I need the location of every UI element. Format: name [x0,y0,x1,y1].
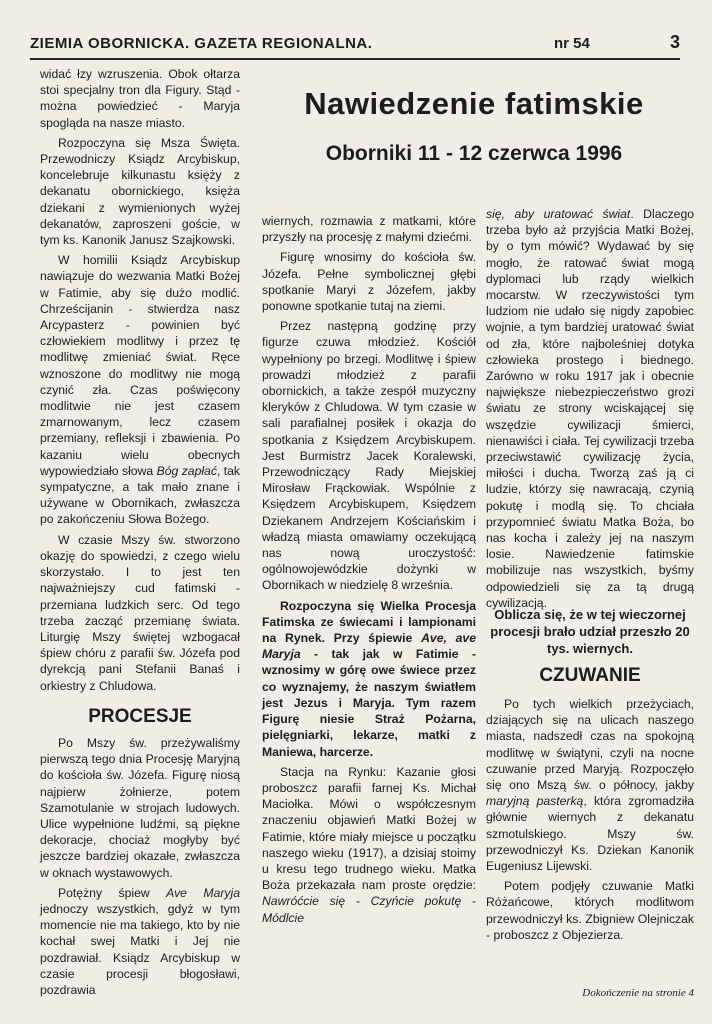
paragraph: Figurę wnosimy do kościoła św. Józefa. Pełne symbolicznej głębi spotkanie Maryi z Józefem, jakby ponowne spotkanie tutaj na ziemi. [262,250,476,314]
paragraph: Po Mszy św. przeżywaliśmy pierwszą tego dnia Procesję Maryjną do kościoła św. Józefa. Figurę niosą najpierw żołnierze, potem Szamotulanie w strojach ludowych. Ulice wypełnione ludźmi, są piękne dekoracje, chociaż mogłyby być jeszcze bardziej okazałe, zwłaszcza w oknach wystawowych. [40,736,240,880]
column-1-procesje [40,735,240,998]
paragraph-bold: Rozpoczyna się Wielka Procesja Fatimska ze świecami i lampionami na Rynek. Przy śpiewie Ave, ave Maryja - tak jak w Fatimie - wznosimy w górę owe świece przez co wyznajemy, że naszym światłem jest Jezus i Maryja. Tym razem Figurę niesie Straż Pożarna, pielęgniarki, lekarze, matki z Maniewa, harcerze. [262,598,476,759]
paragraph: Przez następną godzinę przy figurze czuwa młodzież. Kościół wypełniony po brzegi. Modlitwę i śpiew prowadzi młodzież z parafii obornickich, a także zespół muzyczny kleryków z Chludowa. W tym czasie w sali parafialnej posiłek i okazja do spotkania z Księdzem Arcybiskupem. Jest Burmistrz Jacek Koralewski, Przewodniczący Rady Miejskiej Mirosław Frąckowiak. Wspólnie z Księdzem Arcybiskupem, Księdzem Dziekanem Andrzejem Kościańskim i władzą miasta omawiamy oczekującą nas nową uroczystość: ogólnowojewódzkie dożynki w Obornikach w niedzielę 8 września. [262,319,476,593]
column-3-czuwanie [486,696,694,943]
callout-text: Oblicza się, że w tej wieczornej procesji brało udział przeszło 20 tys. wiernych. [490,607,690,656]
paragraph: wiernych, rozmawia z matkami, które przyszły na procesję z małymi dziećmi. [262,214,476,245]
paragraph: Rozpoczyna się Msza Święta. Przewodniczy Ksiądz Arcybiskup, koncelebruje kilkunastu księży z dekanatu obornickiego, księża dziekani z wymienionych wyżej dekanatów, zaproszeni goście, w tym ks. Kanonik Janusz Szajkowski. [40,135,240,248]
article-title: Nawiedzenie fatimskie [304,86,644,121]
issue-number: nr 54 [554,35,590,52]
newspaper-title: ZIEMIA OBORNICKA. GAZETA REGIONALNA. [30,35,373,52]
paragraph: Potem podjęły czuwanie Matki Różańcowe, których modlitwom przewodniczył ks. Zbigniew Olejniczak - proboszcz z Objezierza. [486,879,694,942]
column-3 [486,206,694,611]
paragraph: Potężny śpiew Ave Maryja jednoczy wszystkich, gdyż w tym momencie nie ma takiego, kto by nie kochał swej Matki i Jej nie pozdrawiał. Ksiądz Arcybiskup w czasie procesji błogosławi, pozdrawia [40,885,240,998]
page-header [30,32,680,60]
column-2 [262,213,476,926]
article-subtitle: Oborniki 11 - 12 czerwca 1996 [325,142,623,165]
paragraph: W czasie Mszy św. stworzono okazję do spowiedzi, z czego wielu skorzystało. I to jest ten najważniejszy cud fatimski - przemiana ludzkich serc. Od tego trzeba zacząć przemianę świata. Liturgię Mszy świętej wzbogacał śpiew chóru z parafii św. Józefa pod dyrekcją pani Stefanii Banaś i orkiestry z Chludowa. [40,532,240,693]
paragraph: Stacja na Rynku: Kazanie głosi proboszcz parafii farnej Ks. Michał Maciołka. Mówi o współczesnym znaczeniu objawień Matki Bożej w Fatimie, które miały miejsce u początku naszego wieku (1917), a dzisiaj stoimy u kresu tego trudnego wieku. Matka Boża przekazała nam proste orędzie: Nawróćcie się - Czyńcie pokutę - Módlcie [262,764,476,925]
paragraph: się, aby uratować świat. Dlaczego trzeba było aż przyjścia Matki Bożej, by o tym mówić? Wydawać by się mogło, że ratować świat mogą dyplomaci lub rządy wielkich mocarstw. W rzeczywistości tym ludziom nie udało się nigdy zapobiec wojnie, a tym bardziej uratować świat od zła, które najboleśniej dotyka człowieka prostego i biednego. Zarówno w roku 1917 jak i obecnie największe niebezpieczeństwo grozi światu ze strony wciskającej się wszędzie cywilizacji śmierci, nienawiści i ciała. Tej cywilizacji trzeba przeciwstawić cywilizację życia, miłości i ducha. Tworzą zaś ją ci ludzie, którzy się nawracają, czynią pokutę i modlą się. To chciała przypomnieć światu Matka Boża, bo nas kocha i zależy jej na naszym losie. Nawiedzenie fatimskie mobilizuje nas wszystkich, byśmy odpowiedzieli się za tą drugą cywilizacją. [486,207,694,610]
paragraph: widać łzy wzruszenia. Obok ołtarza stoi specjalny tron dla Figury. Stąd - można powiedzieć - Maryja spogląda na nasze miasto. [40,67,240,130]
page-number: 3 [669,32,680,52]
column-1 [40,66,240,694]
paragraph: Po tych wielkich przeżyciach, dziających się na ulicach naszego miasta, nadszedł czas na spokojną modlitwę w świątyni, czyli na nocne czuwanie przed Maryją. Rozpoczęło się ono Mszą św. o północy, jakby maryjną pasterką, która zgromadziła głównie wiernych z dekanatu szmotulskiego. Mszy św. przewodniczył Ks. Dziekan Kanonik Eugeniusz Lijewski. [486,697,694,874]
paragraph: W homilii Ksiądz Arcybiskup nawiązuje do wezwania Matki Bożej w Fatimie, aby się dużo modlić. Chrześcijanin - stwierdza nasz Arcypasterz - powinien być człowiekiem modlitwy i przez tę modlitwę zmieniać świat. Ręce wznoszone do modlitwy nie mogą czynić zła. Czas poświęcony modlitwie nie jest czasem zmarnowanym, lecz czasem przemiany, refleksji i zbawienia. Po kazaniu wielu obecnych wypowiedziało słowa Bóg zapłać, tak sympatyczne, a tak mało znane i używane w Obornikach, zwłaszcza po zakończeniu Słowa Bożego. [40,253,241,527]
section-heading-procesje: PROCESJE [88,706,192,727]
continued-note: Dokończenie na stronie 4 [582,987,694,999]
section-heading-czuwanie: CZUWANIE [539,665,641,686]
